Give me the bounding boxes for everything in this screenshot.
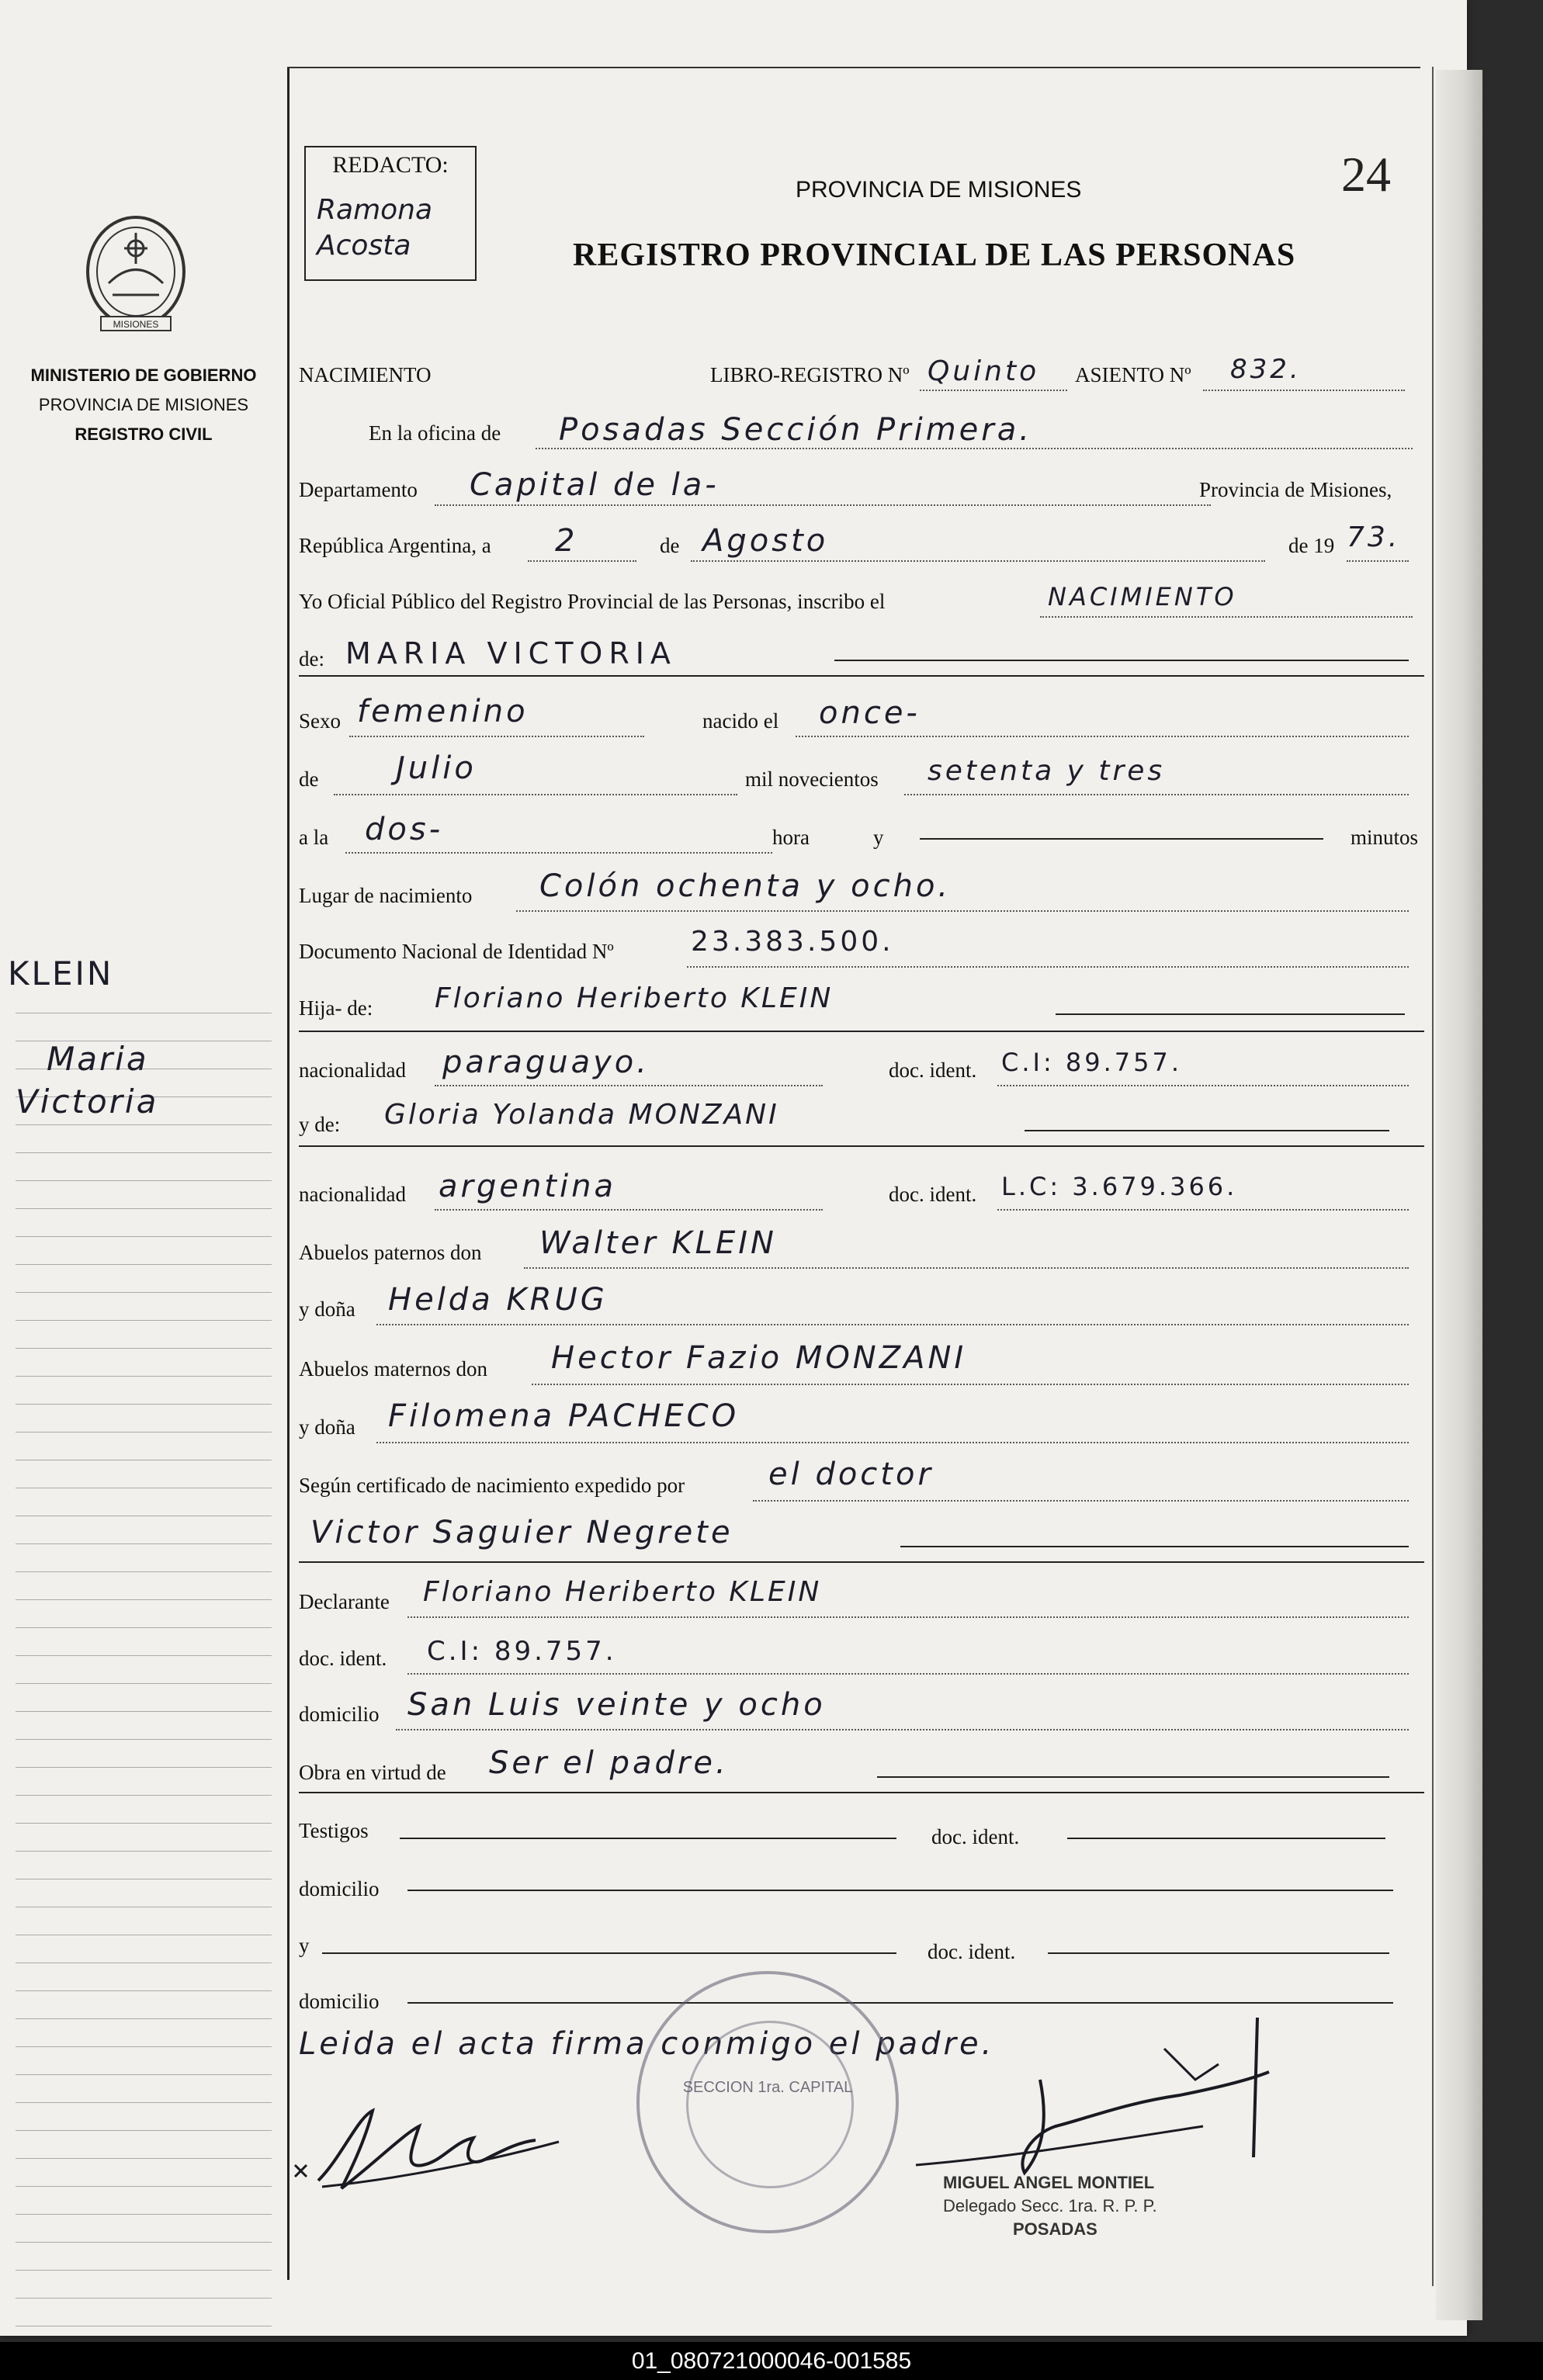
doc2-value: L.C: 3.679.366. (1001, 1172, 1238, 1201)
ala-value: dos- (365, 812, 444, 847)
official-role: Delegado Secc. 1ra. R. P. P. (943, 2196, 1157, 2215)
row-abuelos-paternos (299, 1225, 1424, 1277)
redacto-box (304, 146, 477, 281)
redacto-value-line-2: Acosta (317, 230, 411, 262)
row-madre (299, 1099, 1424, 1148)
row-sexo (299, 694, 1424, 745)
archive-id-bar (0, 2342, 1543, 2380)
abp-label: Abuelos paternos don (299, 1241, 482, 1264)
registry-title: REGISTRO PROVINCIAL DE LAS PERSONAS (573, 237, 1296, 273)
ministry-block (0, 361, 287, 449)
closing-value: Leida el acta firma conmigo el padre. (299, 2026, 995, 2062)
declarante-value: Floriano Heriberto KLEIN (423, 1576, 822, 1608)
testigos-label: Testigos (299, 1819, 369, 1842)
declarante-label: Declarante (299, 1590, 390, 1613)
oficial-value: NACIMIENTO (1048, 582, 1237, 611)
dni-label: Documento Nacional de Identidad Nº (299, 940, 614, 963)
redacto-value-line-1: Ramona (317, 194, 433, 226)
margin-surname: KLEIN (8, 954, 114, 993)
row-declarante (299, 1576, 1424, 1626)
doct-label: doc. ident. (931, 1825, 1020, 1848)
left-margin-column (0, 0, 287, 2336)
de-label: de (660, 534, 680, 557)
row-abuela-paterna (299, 1282, 1424, 1333)
year-value: 73. (1347, 521, 1401, 553)
row-mes (299, 750, 1424, 803)
official-stamp (943, 2171, 1157, 2241)
row-libro (299, 354, 1424, 404)
page-stack-edge (1436, 70, 1482, 2320)
archive-id: 01_080721000046-001585 (631, 2347, 912, 2374)
dni-value: 23.383.500. (691, 926, 894, 958)
margin-ruled-lines (16, 986, 272, 2326)
doc1-label: doc. ident. (889, 1058, 977, 1082)
row-fecha (299, 521, 1424, 574)
docd-label: doc. ident. (299, 1647, 387, 1670)
oficina-label: En la oficina de (369, 421, 501, 445)
ministry-line-2: PROVINCIA DE MISIONES (38, 395, 249, 414)
doctor-value: Victor Saguier Negrete (310, 1515, 733, 1550)
cert-value: el doctor (768, 1457, 934, 1492)
depto-value: Capital de la- (470, 467, 719, 503)
lugar-label: Lugar de nacimiento (299, 884, 473, 907)
row-domicilio (299, 1687, 1424, 1738)
libro-label: LIBRO-REGISTRO Nº (710, 363, 910, 386)
docd-value: C.I: 89.757. (427, 1636, 617, 1667)
mil-value: setenta y tres (928, 755, 1166, 787)
row-lugar (299, 868, 1424, 920)
abm-label: Abuelos maternos don (299, 1357, 487, 1381)
mil-label: mil novecientos (745, 767, 879, 791)
row-hora (299, 812, 1424, 861)
republica-label: República Argentina, a (299, 534, 491, 557)
emblem-label: MISIONES (113, 319, 159, 330)
libro-value: Quinto (928, 355, 1040, 387)
row-oficial (299, 584, 1424, 630)
ydona1-label: y doña (299, 1297, 355, 1321)
madre-value: Gloria Yolanda MONZANI (384, 1099, 779, 1131)
row-testigo-2 (299, 1923, 1424, 1969)
row-oficina (299, 412, 1424, 462)
depto-label: Departamento (299, 478, 418, 501)
type-label: NACIMIENTO (299, 363, 432, 386)
abm2-value: Filomena PACHECO (388, 1398, 740, 1434)
de2-label: de: (299, 647, 324, 670)
nacido-value: once- (819, 695, 921, 731)
abp2-value: Helda KRUG (388, 1282, 608, 1318)
row-domicilio-2 (299, 1866, 1424, 1913)
declarant-signature (287, 2095, 582, 2212)
row-doc-declarante (299, 1636, 1424, 1682)
row-obra (299, 1745, 1424, 1796)
doc1-value: C.I: 89.757. (1001, 1048, 1183, 1077)
month-value: Agosto (702, 523, 829, 559)
nac1-label: nacionalidad (299, 1058, 406, 1082)
redacto-label: REDACTO: (332, 152, 449, 178)
row-departamento (299, 467, 1424, 518)
nac2-value: argentina (439, 1169, 616, 1204)
mes-value: Julio (396, 750, 477, 786)
row-nac1 (299, 1044, 1424, 1094)
abp-value: Walter KLEIN (539, 1225, 777, 1261)
nac2-label: nacionalidad (299, 1183, 406, 1206)
dom3-label: domicilio (299, 1990, 380, 2013)
de3-label: de (299, 767, 319, 791)
margin-given-2: Victoria (16, 1083, 159, 1121)
sexo-label: Sexo (299, 709, 341, 733)
sexo-value: femenino (357, 694, 529, 729)
row-certificado (299, 1457, 1424, 1509)
row-dni (299, 926, 1424, 975)
year-label: de 19 (1288, 534, 1335, 557)
doc2-label: doc. ident. (889, 1183, 977, 1206)
ministry-line-3: REGISTRO CIVIL (75, 424, 213, 444)
lugar-value: Colón ochenta y ocho. (539, 868, 952, 904)
abm-value: Hector Fazio MONZANI (551, 1340, 967, 1376)
top-rule (287, 67, 1420, 68)
y-label: y (873, 826, 884, 849)
coat-of-arms-icon (78, 210, 194, 341)
oficina-value: Posadas Sección Primera. (559, 412, 1032, 448)
minutos-label: minutos (1351, 826, 1419, 849)
row-abuelos-maternos (299, 1340, 1424, 1393)
oficial-text: Yo Oficial Público del Registro Provincial de las Personas, inscribo el (299, 590, 886, 613)
y2-label: y (299, 1934, 310, 1957)
provincia-label: Provincia de Misiones, (1199, 478, 1392, 501)
ministry-line-1: MINISTERIO DE GOBIERNO (30, 365, 257, 385)
yde-label: y de: (299, 1113, 341, 1136)
doct2-label: doc. ident. (928, 1940, 1016, 1963)
padre-value: Floriano Heriberto KLEIN (435, 982, 834, 1014)
province-heading: PROVINCIA DE MISIONES (796, 177, 1082, 203)
row-abuela-materna (299, 1398, 1424, 1451)
row-padre (299, 982, 1424, 1032)
margin-divider (287, 68, 290, 2280)
domicilio-label: domicilio (299, 1703, 380, 1726)
official-name: MIGUEL ANGEL MONTIEL (943, 2173, 1155, 2192)
hora-label: hora (772, 826, 810, 849)
nac1-value: paraguayo. (442, 1044, 650, 1080)
right-rule (1432, 67, 1434, 2286)
day-value: 2 (555, 523, 578, 559)
registered-name: MARIA VICTORIA (345, 636, 677, 670)
row-name (299, 636, 1424, 683)
asiento-value: 832. (1230, 354, 1302, 385)
cert-label: Según certificado de nacimiento expedido por (299, 1474, 685, 1497)
seal-text: SECCION 1ra. CAPITAL (682, 2079, 853, 2096)
hija-label: Hija- de: (299, 996, 373, 1020)
row-testigos (299, 1808, 1424, 1855)
page-number: 24 (1341, 147, 1391, 202)
ydona2-label: y doña (299, 1415, 355, 1439)
domicilio-value: San Luis veinte y ocho (407, 1687, 826, 1723)
dom2-label: domicilio (299, 1877, 380, 1900)
obra-label: Obra en virtud de (299, 1761, 446, 1784)
row-doctor (299, 1515, 1424, 1566)
official-city: POSADAS (1013, 2219, 1097, 2239)
row-nac2 (299, 1169, 1424, 1218)
ala-label: a la (299, 826, 329, 849)
obra-value: Ser el padre. (489, 1745, 729, 1781)
asiento-label: ASIENTO Nº (1075, 363, 1191, 386)
margin-given-1: Maria (47, 1040, 149, 1078)
nacido-label: nacido el (702, 709, 779, 733)
redacto-value (317, 192, 472, 264)
